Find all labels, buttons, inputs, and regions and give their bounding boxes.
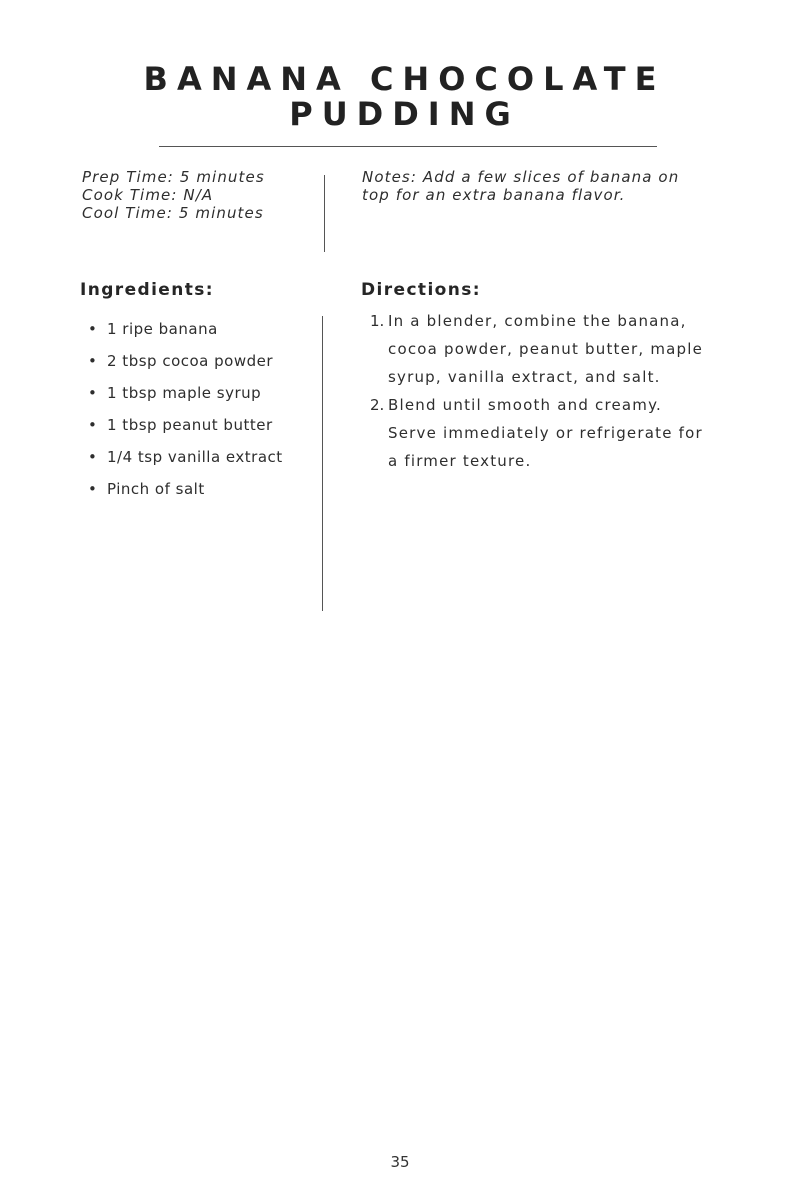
ingredient-text: 1 tbsp peanut butter <box>107 416 273 434</box>
recipe-title-line-2: PUDDING <box>289 95 520 133</box>
recipe-title <box>100 62 700 132</box>
step-text: Blend until smooth and creamy. Serve immediately or refrigerate for a firmer texture. <box>388 396 703 470</box>
ingredient-text: 1 tbsp maple syrup <box>107 384 262 402</box>
directions-heading: Directions: <box>361 280 481 300</box>
ingredient-text: 2 tbsp cocoa powder <box>107 352 274 370</box>
direction-step <box>370 307 715 391</box>
title-divider <box>159 146 657 147</box>
bullet-icon: • <box>88 352 98 370</box>
bullet-icon: • <box>88 320 98 338</box>
step-text: In a blender, combine the banana, cocoa powder, peanut butter, maple syrup, vanilla extract, and salt. <box>388 312 704 386</box>
prep-time: Prep Time: 5 minutes <box>82 168 265 186</box>
ingredient-item <box>88 441 313 473</box>
step-number: 1. <box>370 312 385 330</box>
ingredient-item <box>88 345 313 377</box>
ingredient-text: 1 ripe banana <box>107 320 218 338</box>
bullet-icon: • <box>88 480 98 498</box>
direction-step <box>370 391 715 475</box>
recipe-title-line-1: BANANA CHOCOLATE <box>143 60 666 98</box>
cook-time: Cook Time: N/A <box>82 186 214 204</box>
ingredient-item <box>88 409 313 441</box>
ingredient-item <box>88 473 313 505</box>
ingredient-item <box>88 313 313 345</box>
ingredients-heading: Ingredients: <box>80 280 214 300</box>
bullet-icon: • <box>88 416 98 434</box>
ingredient-text: Pinch of salt <box>107 480 205 498</box>
bullet-icon: • <box>88 384 98 402</box>
bullet-icon: • <box>88 448 98 466</box>
meta-divider <box>324 175 325 252</box>
ingredients-list <box>88 313 313 505</box>
page-number: 35 <box>390 1153 410 1171</box>
column-divider <box>322 316 323 611</box>
cool-time: Cool Time: 5 minutes <box>82 204 264 222</box>
recipe-notes: Notes: Add a few slices of banana on top for an extra banana flavor. <box>362 168 680 204</box>
directions-list <box>370 307 715 475</box>
step-number: 2. <box>370 396 385 414</box>
ingredient-text: 1/4 tsp vanilla extract <box>107 448 283 466</box>
recipe-meta <box>82 168 312 222</box>
ingredient-item <box>88 377 313 409</box>
